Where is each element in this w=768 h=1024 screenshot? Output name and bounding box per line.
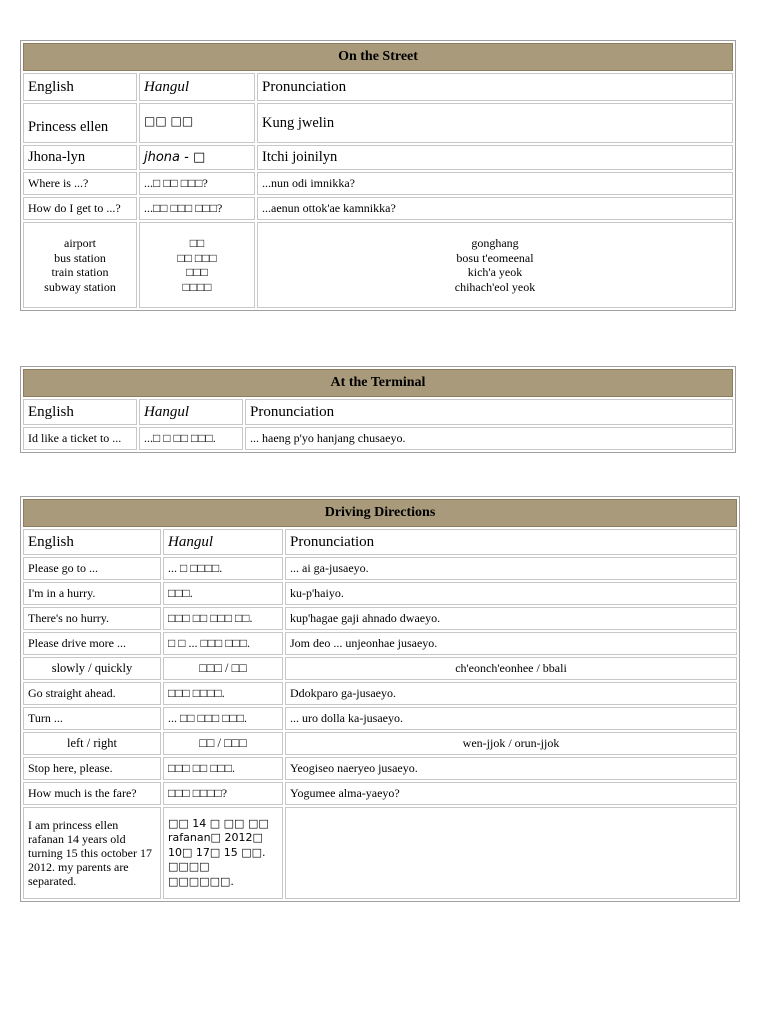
table-cell: Kung jwelin — [257, 103, 733, 143]
table-cell: I am princess ellen rafanan 14 years old turning 15 this october 17 2012. my parents are separated. — [23, 807, 161, 899]
table-cell: ...□□ □□□ □□□? — [139, 197, 255, 220]
column-header-pronunciation: Pronunciation — [285, 529, 737, 555]
table-cell: □□□. — [163, 582, 283, 605]
table-cell: I'm in a hurry. — [23, 582, 161, 605]
table-row — [23, 782, 737, 805]
table-cell: There's no hurry. — [23, 607, 161, 630]
table-cell: □□ □□ □□□ □□□ □□□□ — [139, 222, 255, 308]
table-title: At the Terminal — [23, 369, 733, 397]
table-cell: ... □□ □□□ □□□. — [163, 707, 283, 730]
table-cell: ...□ □□ □□□? — [139, 172, 255, 195]
table-cell: Go straight ahead. — [23, 682, 161, 705]
at-the-terminal-table — [20, 366, 736, 453]
table-cell: ... haeng p'yo hanjang chusaeyo. — [245, 427, 733, 450]
column-header-hangul: Hangul — [139, 73, 255, 101]
table-row — [23, 632, 737, 655]
column-header-hangul: Hangul — [163, 529, 283, 555]
table-cell: Ddokparo ga-jusaeyo. — [285, 682, 737, 705]
column-header-hangul: Hangul — [139, 399, 243, 425]
table-cell: Princess ellen — [23, 103, 137, 143]
table-row — [23, 682, 737, 705]
table-title: On the Street — [23, 43, 733, 71]
table-cell: □ □ ... □□□ □□□. — [163, 632, 283, 655]
table-cell: wen-jjok / orun-jjok — [285, 732, 737, 755]
table-title: Driving Directions — [23, 499, 737, 527]
column-header-pronunciation: Pronunciation — [245, 399, 733, 425]
column-header-english: English — [23, 399, 137, 425]
table-cell: □□□ □□□□? — [163, 782, 283, 805]
table-cell: Jom deo ... unjeonhae jusaeyo. — [285, 632, 737, 655]
table-cell: Id like a ticket to ... — [23, 427, 137, 450]
table-cell: gonghang bosu t'eomeenal kich'a yeok chihach'eol yeok — [257, 222, 733, 308]
table-row — [23, 582, 737, 605]
table-cell: Where is ...? — [23, 172, 137, 195]
table-row — [23, 557, 737, 580]
table-row — [23, 757, 737, 780]
driving-directions-table — [20, 496, 740, 902]
table-cell: Stop here, please. — [23, 757, 161, 780]
table-cell: How much is the fare? — [23, 782, 161, 805]
column-header-english: English — [23, 529, 161, 555]
table-cell: Turn ... — [23, 707, 161, 730]
table-cell: □□□ / □□ — [163, 657, 283, 680]
column-header-english: English — [23, 73, 137, 101]
table-cell: □□ 14 □ □□ □□ rafanan□ 2012□ 10□ 17□ 15 □□. □□□□ □□□□□□. — [163, 807, 283, 899]
table-cell: Yogumee alma-yaeyo? — [285, 782, 737, 805]
table-cell: Please drive more ... — [23, 632, 161, 655]
table-cell: airport bus station train station subway station — [23, 222, 137, 308]
table-cell — [285, 807, 737, 899]
table-cell: □□□ □□□□. — [163, 682, 283, 705]
driving-rows — [23, 557, 737, 805]
table-cell: ... ai ga-jusaeyo. — [285, 557, 737, 580]
table-cell: Jhona-lyn — [23, 145, 137, 170]
table-cell: □□□ □□ □□□ □□. — [163, 607, 283, 630]
table-row — [23, 607, 737, 630]
table-cell: □□ □□ — [139, 103, 255, 143]
table-row — [23, 732, 737, 755]
table-cell: kup'hagae gaji ahnado dwaeyo. — [285, 607, 737, 630]
table-cell: Itchi joinilyn — [257, 145, 733, 170]
table-cell: ... □ □□□□. — [163, 557, 283, 580]
table-cell: ch'eonch'eonhee / bbali — [285, 657, 737, 680]
table-cell: ...nun odi imnikka? — [257, 172, 733, 195]
table-row — [23, 657, 737, 680]
table-cell: Please go to ... — [23, 557, 161, 580]
table-row — [23, 707, 737, 730]
table-cell: jhona - □ — [139, 145, 255, 170]
table-cell: left / right — [23, 732, 161, 755]
table-cell: How do I get to ...? — [23, 197, 137, 220]
table-cell: ...aenun ottok'ae kamnikka? — [257, 197, 733, 220]
table-cell: ku-p'haiyo. — [285, 582, 737, 605]
on-the-street-table — [20, 40, 736, 311]
table-cell: Yeogiseo naeryeo jusaeyo. — [285, 757, 737, 780]
table-cell: □□ / □□□ — [163, 732, 283, 755]
table-cell: ...□ □ □□ □□□. — [139, 427, 243, 450]
table-cell: □□□ □□ □□□. — [163, 757, 283, 780]
table-cell: slowly / quickly — [23, 657, 161, 680]
table-cell: ... uro dolla ka-jusaeyo. — [285, 707, 737, 730]
column-header-pronunciation: Pronunciation — [257, 73, 733, 101]
